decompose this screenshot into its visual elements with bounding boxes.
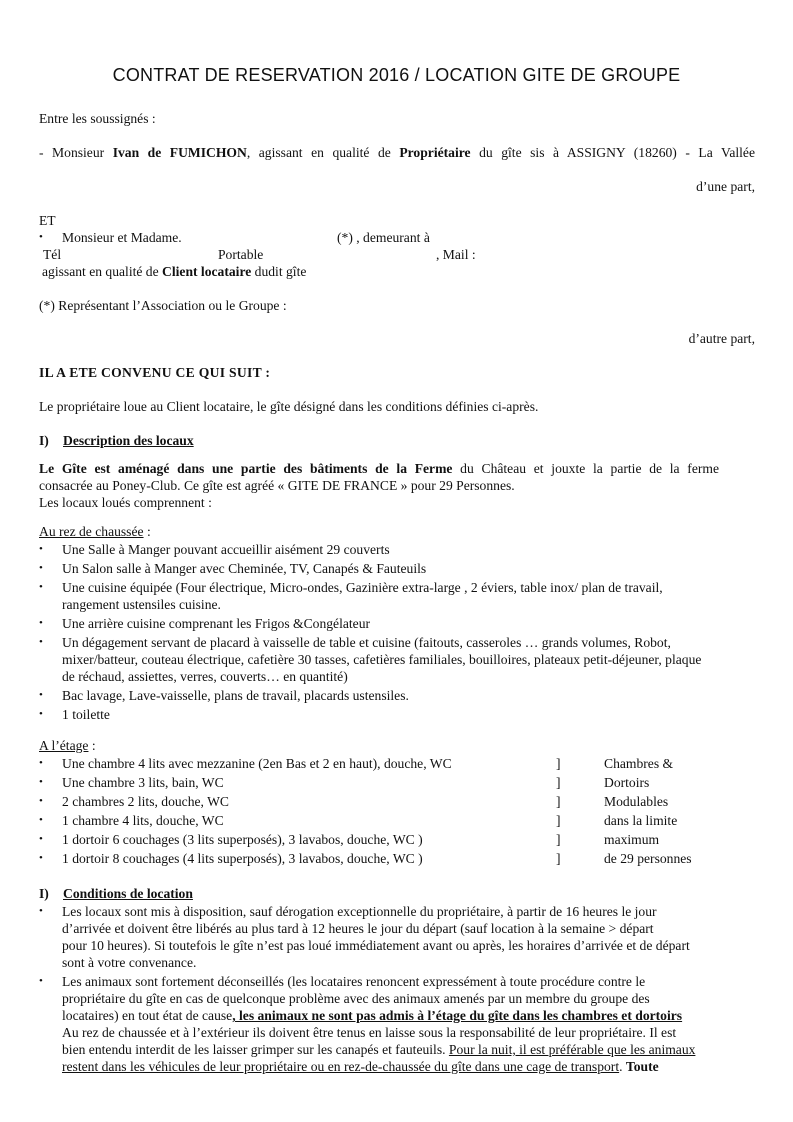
etage-heading-text: A l’étage xyxy=(39,738,89,753)
bullet: • xyxy=(39,833,43,845)
animals-text-bold: Toute xyxy=(625,1059,659,1074)
client-role: Client locataire xyxy=(162,264,252,279)
bullet: • xyxy=(39,905,43,917)
rdc-item: Une arrière cuisine comprenant les Frigos &Congélateur xyxy=(62,616,371,631)
animals-restriction: , les animaux ne sont pas admis à l’étage du gîte dans les chambres et dortoirs xyxy=(232,1008,683,1023)
etage-item: Une chambre 4 lits avec mezzanine (2en Bas et 2 en haut), douche, WC xyxy=(62,756,452,771)
bullet: • xyxy=(39,814,43,826)
gite-description-line2: consacrée au Poney-Club. Ce gîte est agréé « GITE DE FRANCE » pour 29 Personnes. xyxy=(39,478,515,493)
rdc-item: Un dégagement servant de placard à vaisselle de table et cuisine (faitouts, casseroles … grands volumes, Robot, xyxy=(62,635,671,650)
bracket: ] xyxy=(556,813,561,828)
bullet: • xyxy=(39,795,43,807)
et-label: ET xyxy=(39,213,56,228)
conditions-line: pour 10 heures). Si toutefois le gîte n’est pas loué immédiatement avant ou après, les horaires d’arrivée et de départ xyxy=(62,938,690,953)
dautre-part: d’autre part, xyxy=(688,331,755,346)
etage-note: Modulables xyxy=(604,794,669,809)
animals-text: bien entendu interdit de les laisser grimper sur les canapés et fauteuils. xyxy=(62,1042,449,1057)
bullet: • xyxy=(39,975,43,987)
mail-label: , Mail : xyxy=(436,247,476,262)
tel-label: Tél xyxy=(43,247,62,262)
etage-note: Chambres & xyxy=(604,756,674,771)
section-1-heading: Description des locaux xyxy=(63,433,194,448)
etage-heading-colon: : xyxy=(88,738,96,753)
conditions-line: sont à votre convenance. xyxy=(62,955,197,970)
bracket: ] xyxy=(556,775,561,790)
bullet: • xyxy=(39,636,43,648)
client-role-suffix: dudit gîte xyxy=(251,264,307,279)
etage-item: Une chambre 3 lits, bain, WC xyxy=(62,775,224,790)
animals-line: Les animaux sont fortement déconseillés (les locataires renoncent expressément à toute procédure contre le xyxy=(62,974,646,989)
client-role-line xyxy=(42,263,306,280)
conditions-line: Les locaux sont mis à disposition, sauf dérogation exceptionnelle du propriétaire, à partir de 16 heures le jour xyxy=(62,904,657,919)
animals-text: locataires) en tout état de cause xyxy=(62,1008,233,1023)
rdc-heading-text: Au rez de chaussée xyxy=(39,524,144,539)
etage-note: maximum xyxy=(604,832,660,847)
loue-paragraph: Le propriétaire loue au Client locataire, le gîte désigné dans les conditions définies ci-après. xyxy=(39,399,539,414)
animals-line xyxy=(62,1058,756,1075)
etage-item: 1 dortoir 6 couchages (3 lits superposés), 3 lavabos, douche, WC ) xyxy=(62,832,423,847)
owner-address: du gîte sis à ASSIGNY (18260) - La Vallée xyxy=(470,145,755,160)
gite-description-rest: du Château et jouxte la partie de la ferme xyxy=(452,461,719,476)
bullet: • xyxy=(39,543,43,555)
etage-heading xyxy=(39,737,96,754)
rdc-item: Bac lavage, Lave-vaisselle, plans de travail, placards ustensiles. xyxy=(62,688,409,703)
dune-part: d’une part, xyxy=(696,179,755,194)
etage-note: de 29 personnes xyxy=(604,851,692,866)
bracket: ] xyxy=(556,851,561,866)
portable-label: Portable xyxy=(218,247,264,262)
client-names: Monsieur et Madame. xyxy=(62,230,182,245)
client-role-prefix: agissant en qualité de xyxy=(42,264,163,279)
animals-line xyxy=(62,1007,756,1024)
convenu-heading: IL A ETE CONVENU CE QUI SUIT : xyxy=(39,365,271,380)
bullet: • xyxy=(39,852,43,864)
bracket: ] xyxy=(556,832,561,847)
etage-item: 1 chambre 4 lits, douche, WC xyxy=(62,813,224,828)
rdc-item: Une cuisine équipée (Four électrique, Micro-ondes, Gazinière extra-large , 2 éviers, table inox/ plan de travail, xyxy=(62,580,663,595)
rdc-item-continued: rangement ustensiles cuisine. xyxy=(62,597,221,612)
parties-intro: Entre les soussignés : xyxy=(39,111,156,126)
bullet: • xyxy=(39,562,43,574)
animals-line xyxy=(62,1041,756,1058)
rdc-item-continued: mixer/batteur, couteau électrique, cafetière 30 tasses, cafetières familiales, bouilloires, plateaux petit-déjeuner, plaque xyxy=(62,652,702,667)
bracket: ] xyxy=(556,756,561,771)
conditions-line: d’arrivée et doivent être libérés au plus tard à 12 heures le jour du départ (sauf location à la semaine > départ xyxy=(62,921,654,936)
rdc-heading xyxy=(39,523,151,540)
representant-line: (*) Représentant l’Association ou le Groupe : xyxy=(39,298,287,313)
rdc-item: Un Salon salle à Manger avec Cheminée, TV, Canapés & Fauteuils xyxy=(62,561,427,576)
animals-night-note: restent dans les véhicules de leur propriétaire ou en rez-de-chaussée du gîte dans une cage de transport xyxy=(62,1059,620,1074)
etage-note: Dortoirs xyxy=(604,775,650,790)
bullet: • xyxy=(39,689,43,701)
owner-role: Propriétaire xyxy=(399,145,471,160)
section-1-number: I) xyxy=(39,433,49,448)
rdc-item: 1 toilette xyxy=(62,707,110,722)
bullet: • xyxy=(39,581,43,593)
bullet: • xyxy=(39,757,43,769)
bullet: • xyxy=(39,776,43,788)
animals-line: propriétaire du gîte en cas de quelconque problème avec des animaux amenés par un membre du groupe des xyxy=(62,991,650,1006)
rdc-item-continued: de réchaud, assiettes, verres, couverts… en quantité) xyxy=(62,669,348,684)
etage-item: 2 chambres 2 lits, douche, WC xyxy=(62,794,229,809)
etage-note: dans la limite xyxy=(604,813,678,828)
rdc-heading-colon: : xyxy=(143,524,151,539)
owner-prefix: - Monsieur xyxy=(39,145,113,160)
animals-text: . xyxy=(619,1059,626,1074)
gite-description-bold: Le Gîte est aménagé dans une partie des bâtiments de la Ferme xyxy=(39,461,453,476)
animals-line: Au rez de chaussée et à l’extérieur ils doivent être tenus en laisse sous la responsabilité de leur propriétaire. Il est xyxy=(62,1025,677,1040)
gite-description-line3: Les locaux loués comprennent : xyxy=(39,495,212,510)
animals-night-note: Pour la nuit, il est préférable que les animaux xyxy=(448,1042,696,1057)
bracket: ] xyxy=(556,794,561,809)
bullet: • xyxy=(39,231,43,243)
bullet: • xyxy=(39,708,43,720)
gite-description-line1 xyxy=(39,460,719,477)
client-residence: (*) , demeurant à xyxy=(337,230,430,245)
section-2-number: I) xyxy=(39,886,49,901)
owner-paragraph xyxy=(39,144,755,161)
bullet: • xyxy=(39,617,43,629)
etage-item: 1 dortoir 8 couchages (4 lits superposés), 3 lavabos, douche, WC ) xyxy=(62,851,423,866)
document-title: CONTRAT DE RESERVATION 2016 / LOCATION GITE DE GROUPE xyxy=(112,65,681,85)
rdc-item: Une Salle à Manger pouvant accueillir aisément 29 couverts xyxy=(62,542,390,557)
section-2-heading: Conditions de location xyxy=(63,886,193,901)
owner-mid: , agissant en qualité de xyxy=(246,145,400,160)
owner-name: Ivan de FUMICHON xyxy=(112,145,247,160)
